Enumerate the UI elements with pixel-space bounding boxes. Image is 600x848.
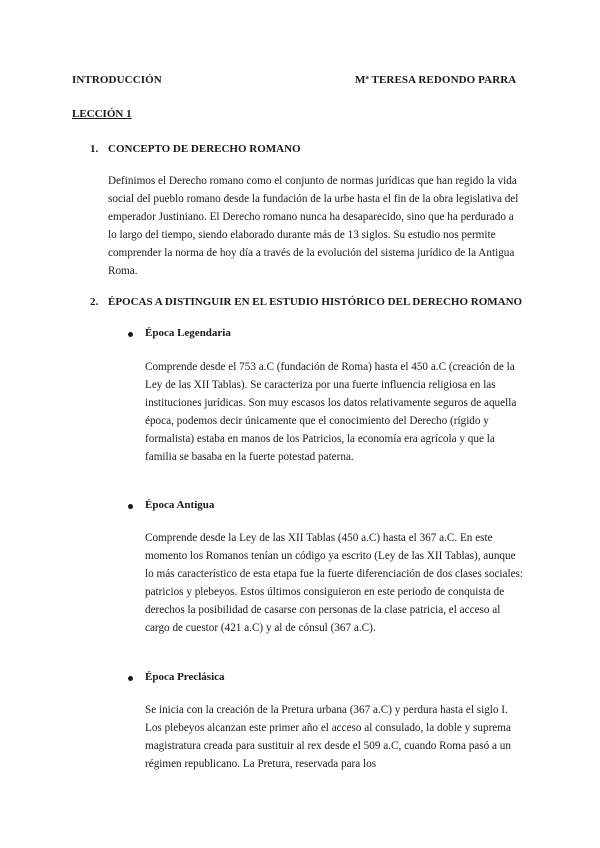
bullet-icon [128,332,133,337]
lesson-title: LECCIÓN 1 [72,108,132,120]
epoch-1-title: Época Legendaria [145,327,231,339]
epoch-2-title: Época Antigua [145,499,215,511]
bullet-icon [128,504,133,509]
header-left: INTRODUCCIÓN [72,74,162,86]
epoch-3-paragraph: Se inicia con la creación de la Pretura urbana (367 a.C) y perdura hasta el siglo I. Los plebeyos alcanzan este primer año el acceso al consulado, la doble y suprema magistratura creada para sustituir al rex desde el 509 a.C, cuando Roma pasó a un régimen republicano. La Pretura, reservada para los [145,704,511,771]
epoch-3-title: Época Preclásica [145,671,225,683]
section-1-paragraph: Definimos el Derecho romano como el conjunto de normas jurídicas que han regido la vida social del pueblo romano desde la fundación de la urbe hasta el fin de la obra legislativa del emperador Justiniano. El Derecho romano nunca ha desaparecido, sino que ha perdurado a lo largo del tiempo, siendo elaborado durante más de 13 siglos. Su estudio nos permite comprender la norma de hoy día a través de la evolución del sistema jurídico de la Antigua Roma. [108,175,519,278]
section-2-number: 2. [90,296,99,308]
header-right: Mª TERESA REDONDO PARRA [355,74,517,86]
bullet-icon [128,676,133,681]
section-1-title: CONCEPTO DE DERECHO ROMANO [108,143,301,155]
epoch-2-paragraph: Comprende desde la Ley de las XII Tablas (450 a.C) hasta el 367 a.C. En este momento los Romanos tenían un código ya escrito (Ley de las XII Tablas), aunque lo más característico de esta etapa fue la fuerte diferenciación de dos clases sociales: patricios y plebeyos. Estos últimos consiguieron en este periodo de conquista de derechos la posibilidad de casarse con personas de la clase patricia, el acceso al cargo de cuestor (421 a.C) y al de cónsul (367 a.C). [145,532,524,635]
section-2-title: ÉPOCAS A DISTINGUIR EN EL ESTUDIO HISTÓRICO DEL DERECHO ROMANO [108,296,523,308]
epoch-1-paragraph: Comprende desde el 753 a.C (fundación de Roma) hasta el 450 a.C (creación de la Ley de las XII Tablas). Se caracteriza por una fuerte influencia religiosa en las instituciones jurídicas. Son muy escasos los datos relativamente seguros de aquella época, podemos decir únicamente que el conocimiento del Derecho (rígido y formalista) estaba en manos de los Patricios, la economía era agrícola y que la familia se basaba en la fuerte potestad paterna. [145,361,517,464]
section-1-number: 1. [90,143,99,155]
